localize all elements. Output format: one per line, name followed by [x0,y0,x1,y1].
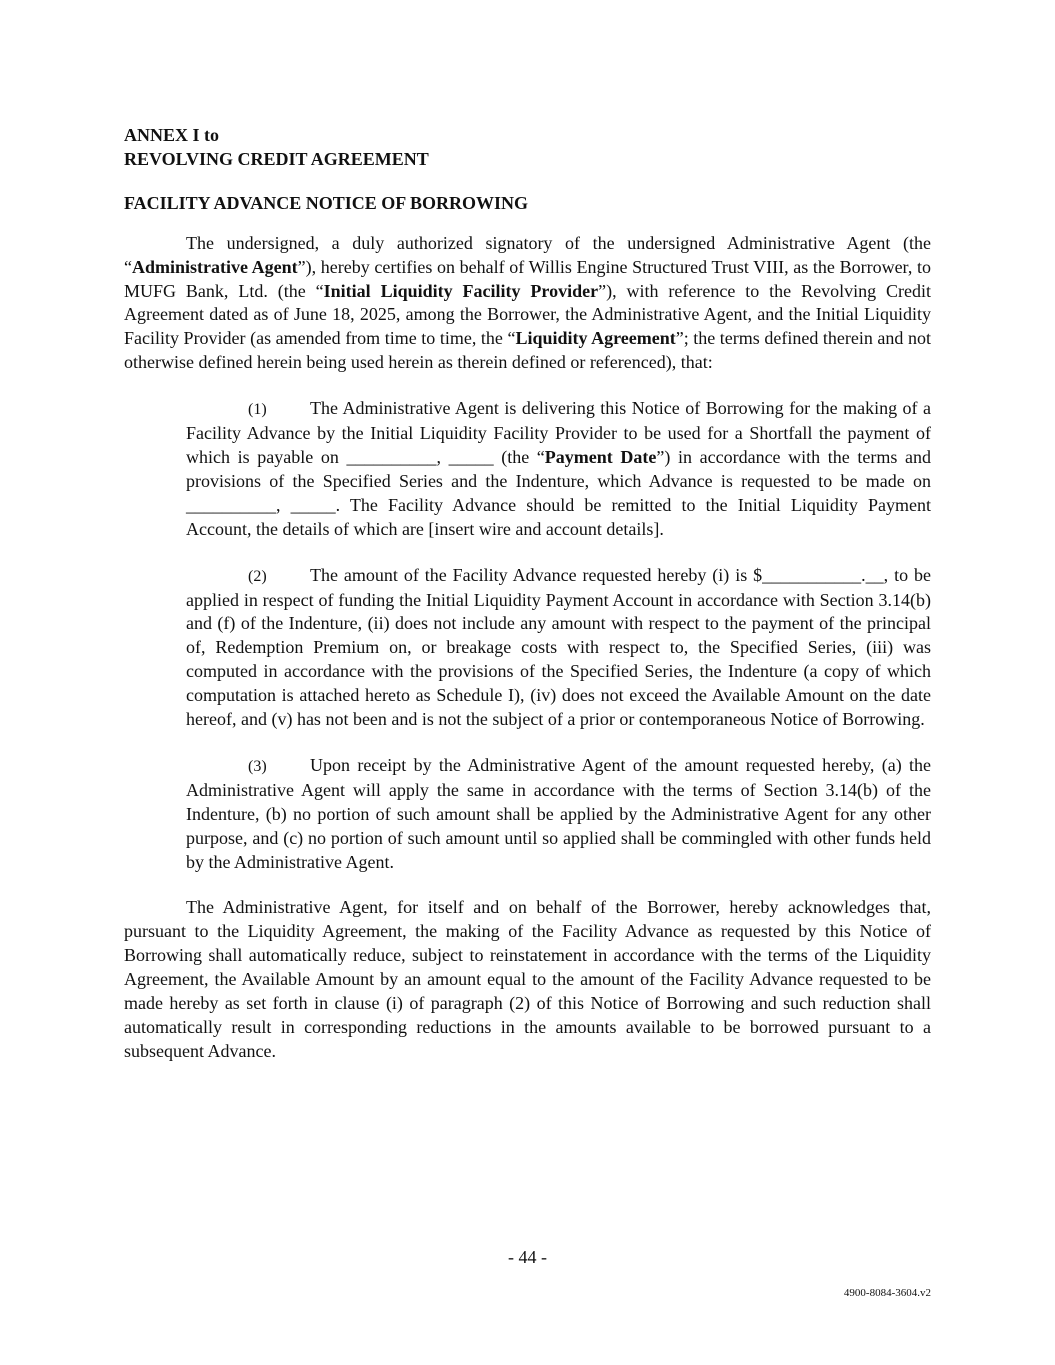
defined-term-administrative-agent: Administrative Agent [132,256,298,277]
annex-label: ANNEX I to [124,125,220,145]
document-title: FACILITY ADVANCE NOTICE OF BORROWING [124,192,529,213]
annex-heading [124,124,931,172]
intro-paragraph: The undersigned, a duly authorized signatory of the undersigned Administrative Agent (the “Administrative Agent”), hereby certifies on behalf of Willis Engine Structured Trust VIII, as the Borrower, to MUFG Bank, Ltd. (the “Initial Liquidity Facility Provider”), with reference to the Revolving Credit Agreement dated as of June 18, 2025, among the Borrower, the Administrative Agent, and the Initial Liquidity Facility Provider (as amended from time to time, the “Liquidity Agreement”; the terms defined therein and not otherwise defined herein being used herein as therein defined or referenced), that: [124,232,931,373]
paragraph-number: (2) [248,567,267,585]
page-number: - 44 - [508,1247,547,1267]
paragraph-number: (3) [248,757,267,775]
defined-term-initial-liquidity-facility-provider: Initial Liquidity Facility Provider [323,280,599,301]
paragraph-3: (3) Upon receipt by the Administrative Agent of the amount requested hereby, (a) the Administrative Agent will apply the same in accordance with the terms of Section 3.14(b) of the Indenture, (b) no portion of such amount shall be applied by the Administrative Agent for any other purpose, and (c) no portion of such amount until so applied shall be commingled with other funds held by the Administrative Agent. [186,754,931,872]
defined-term-liquidity-agreement: Liquidity Agreement [515,328,676,349]
document-id: 4900-8084-3604.v2 [843,1287,931,1299]
closing-paragraph: The Administrative Agent, for itself and on behalf of the Borrower, hereby acknowledges that, pursuant to the Liquidity Agreement, the making of the Facility Advance as requested by this Notice of Borrowing shall automatically reduce, subject to reinstatement in accordance with the terms of the Liquidity Agreement, the Available Amount by an amount equal to the amount of the Facility Advance requested to be made hereby as set forth in clause (i) of paragraph (2) of this Notice of Borrowing and such reduction shall automatically result in corresponding reductions in the amounts available to be borrowed pursuant to a subsequent Advance. [124,897,931,1061]
document-page [124,124,931,1064]
paragraph-number: (1) [248,401,267,419]
paragraph-1: (1) The Administrative Agent is delivering this Notice of Borrowing for the making of a Facility Advance by the Initial Liquidity Facility Provider to be used for a Shortfall the payment of which is payable on __________, _____ (the “Payment Date”) in accordance with the terms and provisions of the Specified Series and the Indenture, which Advance is requested to be made on __________, _____. The Facility Advance should be remitted to the Initial Liquidity Payment Account, the details of which are [insert wire and account details]. [186,398,932,539]
defined-term-payment-date: Payment Date [544,446,657,467]
agreement-name: REVOLVING CREDIT AGREEMENT [124,148,429,169]
paragraph-2: (2) The amount of the Facility Advance requested hereby (i) is $___________.__, to be applied in respect of funding the Initial Liquidity Payment Account in accordance with Section 3.14(b) and (f) of the Indenture, (ii) does not include any amount with respect to the payment of the principal of, Redemption Premium on, or breakage costs with respect to, the Specified Series, (iii) was computed in accordance with the provisions of the Specified Series, the Indenture (a copy of which computation is attached hereto as Schedule I), (iv) does not exceed the Available Amount on the date hereof, and (v) has not been and is not the subject of a prior or contemporaneous Notice of Borrowing. [186,564,931,730]
